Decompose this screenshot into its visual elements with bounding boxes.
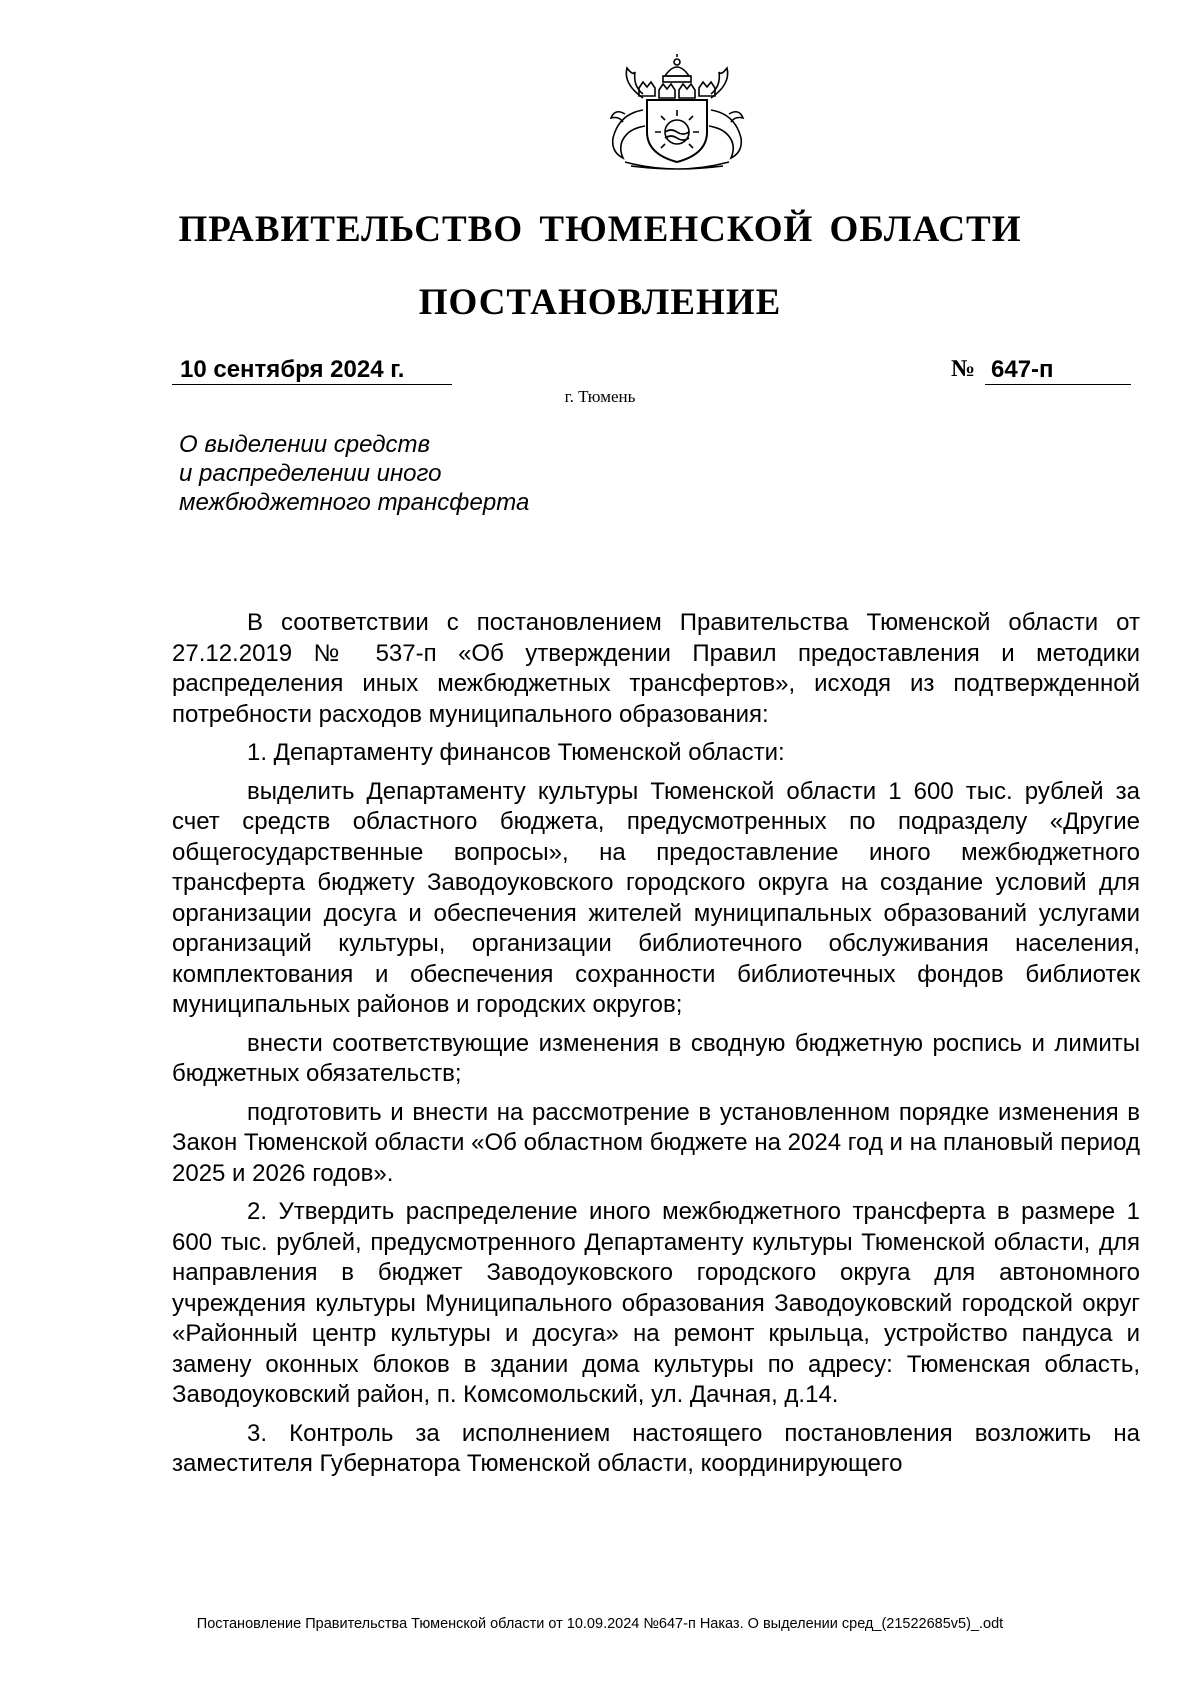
paragraph: 1. Департаменту финансов Тюменской области: bbox=[247, 739, 785, 766]
paragraph: выделить Департаменту культуры Тюменской области 1 600 тыс. рублей за счет средств областного бюджета, предусмотренных по подразделу «Другие общегосударственные вопросы», на предоставление иного межбюджетного трансферта бюджету Заводоуковского городского округа на создание условий для организации досуга и обеспечения жителей муниципальных образований услугами организаций культуры, организации библиотечного обслуживания населения, комплектования и обеспечения сохранности библиотечных фондов библиотек муниципальных районов и городских округов; bbox=[172, 777, 1140, 1018]
paragraph: подготовить и внести на рассмотрение в установленном порядке изменения в Закон Тюменской области «Об областном бюджете на 2024 год и на плановый период 2025 и 2026 годов». bbox=[172, 1098, 1140, 1187]
coat-of-arms-icon bbox=[597, 54, 757, 172]
document-body bbox=[172, 608, 1140, 1488]
organization-title: ПРАВИТЕЛЬСТВО ТЮМЕНСКОЙ ОБЛАСТИ bbox=[178, 209, 1022, 250]
page-footer: Постановление Правительства Тюменской области от 10.09.2024 №647-п Наказ. О выделении сред_(21522685v5)_.odt bbox=[196, 1616, 1004, 1632]
paragraph: В соответствии с постановлением Правительства Тюменской области от 27.12.2019 № 537-п «Об утверждении Правил предоставления и методики распределения иных межбюджетных трансфертов», исходя из подтвержденной потребности расходов муниципального образования: bbox=[172, 609, 1140, 728]
document-date: 10 сентября 2024 г. bbox=[172, 355, 452, 385]
paragraph: 3. Контроль за исполнением настоящего постановления возложить на заместителя Губернатора Тюменской области, координирующего bbox=[172, 1419, 1140, 1477]
paragraph: 2. Утвердить распределение иного межбюджетного трансферта в размере 1 600 тыс. рублей, предусмотренного Департаменту культуры Тюменской области, для направления в бюджет Заводоуковского городского округа для автономного учреждения культуры Муниципального образования Заводоуковский городской округ «Районный центр культуры и досуга» на ремонт крыльца, устройство пандуса и замену оконных блоков в здании дома культуры по адресу: Тюменская область, Заводоуковский район, п. Комсомольский, ул. Дачная, д.14. bbox=[172, 1198, 1140, 1408]
subject-line: и распределении иного bbox=[179, 460, 442, 487]
subject-line: О выделении средств bbox=[179, 431, 431, 458]
city: г. Тюмень bbox=[564, 387, 636, 406]
document-subject bbox=[179, 430, 529, 517]
paragraph: внести соответствующие изменения в сводную бюджетную роспись и лимиты бюджетных обязательств; bbox=[172, 1029, 1140, 1087]
subject-line: межбюджетного трансферта bbox=[179, 489, 530, 516]
document-number: 647-п bbox=[985, 355, 1131, 385]
number-label: № bbox=[951, 356, 976, 382]
document-type: ПОСТАНОВЛЕНИЕ bbox=[418, 282, 782, 323]
